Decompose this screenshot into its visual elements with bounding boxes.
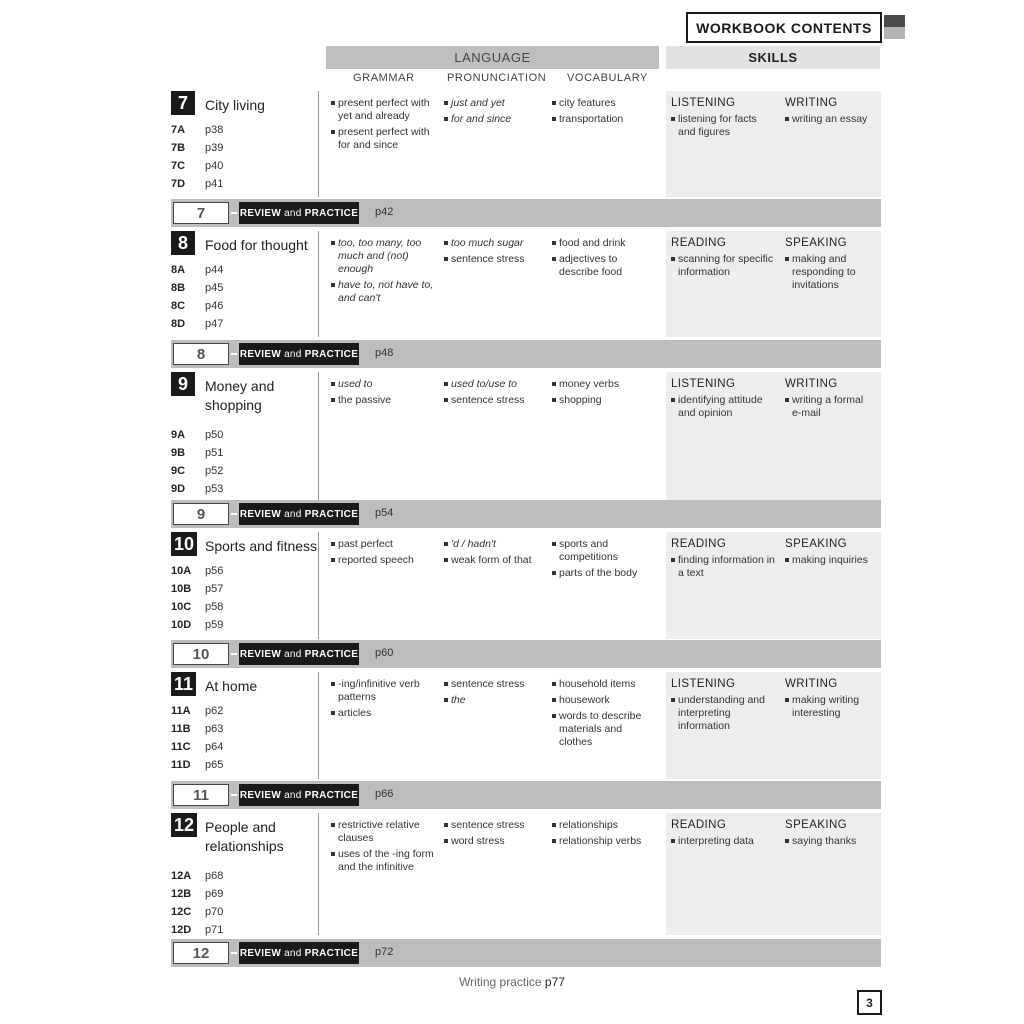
pronunciation-item: used to/use to — [444, 378, 544, 391]
skill-title: WRITING — [785, 378, 838, 390]
vocabulary-list — [552, 378, 658, 407]
lesson-link[interactable] — [171, 583, 223, 595]
review-word: REVIEW — [239, 207, 282, 219]
skill-list — [671, 694, 775, 733]
grammar-item: present perfect with for and since — [331, 126, 435, 152]
page-title: WORKBOOK CONTENTS — [686, 12, 882, 43]
lesson-page: p58 — [205, 601, 224, 613]
review-practice-row-12[interactable] — [171, 939, 881, 967]
review-unit-number: 12 — [173, 942, 229, 964]
lesson-page: p56 — [205, 565, 224, 577]
unit-number: 7 — [171, 91, 195, 115]
review-practice-row-10[interactable] — [171, 640, 881, 668]
lesson-page: p46 — [205, 300, 224, 312]
grammar-item: the passive — [331, 394, 435, 407]
lesson-code: 9C — [171, 465, 186, 477]
unit-info — [171, 231, 319, 337]
lesson-page: p70 — [205, 906, 224, 918]
skill-title: READING — [671, 819, 727, 831]
vocabulary-item: relationships — [552, 819, 658, 832]
lesson-code: 8A — [171, 264, 186, 276]
lesson-link[interactable] — [171, 906, 223, 918]
lesson-link[interactable] — [171, 142, 223, 154]
skill-column — [671, 678, 775, 736]
pronunciation-column — [444, 97, 544, 129]
lesson-code: 11A — [171, 705, 191, 717]
review-dash — [231, 653, 237, 655]
header-tab-dark — [884, 15, 905, 27]
skill-column — [671, 237, 775, 282]
skill-item: making inquiries — [785, 554, 875, 567]
vocabulary-item: transportation — [552, 113, 658, 126]
lesson-link[interactable] — [171, 447, 223, 459]
skill-list — [671, 253, 775, 279]
skill-title: WRITING — [785, 678, 838, 690]
skill-item: understanding and interpreting information — [671, 694, 775, 733]
unit-info — [171, 813, 319, 935]
vocabulary-item: sports and competitions — [552, 538, 658, 564]
lesson-link[interactable] — [171, 565, 223, 577]
practice-word: PRACTICE — [304, 207, 359, 219]
lesson-link[interactable] — [171, 759, 223, 771]
review-unit-number: 10 — [173, 643, 229, 665]
review-practice-row-9[interactable] — [171, 500, 881, 528]
lesson-link[interactable] — [171, 264, 223, 276]
practice-word: PRACTICE — [304, 648, 359, 660]
vocabulary-list — [552, 678, 658, 749]
vocabulary-item: household items — [552, 678, 658, 691]
pronunciation-item: word stress — [444, 835, 544, 848]
grammar-list — [331, 819, 435, 874]
practice-word: PRACTICE — [304, 508, 359, 520]
grammar-list — [331, 378, 435, 407]
and-word: and — [284, 648, 302, 660]
grammar-item: uses of the -ing form and the infinitive — [331, 848, 435, 874]
review-page: p60 — [375, 647, 394, 659]
lesson-link[interactable] — [171, 160, 223, 172]
vocabulary-item: shopping — [552, 394, 658, 407]
skill-column — [785, 237, 875, 295]
pronunciation-list — [444, 678, 544, 707]
lesson-code: 9D — [171, 483, 186, 495]
and-word: and — [284, 789, 302, 801]
skill-item: interpreting data — [671, 835, 775, 848]
vocabulary-column — [552, 538, 658, 583]
and-word: and — [284, 207, 302, 219]
vocabulary-column — [552, 237, 658, 282]
review-unit-number: 7 — [173, 202, 229, 224]
skill-title: LISTENING — [671, 97, 736, 109]
unit-title: At home — [205, 678, 258, 694]
pronunciation-list — [444, 97, 544, 126]
lesson-code: 12B — [171, 888, 192, 900]
lesson-code: 8C — [171, 300, 186, 312]
lesson-code: 10D — [171, 619, 192, 631]
review-dash — [231, 513, 237, 515]
lesson-link[interactable] — [171, 124, 223, 136]
lesson-page: p68 — [205, 870, 224, 882]
skill-title: SPEAKING — [785, 237, 847, 249]
unit-row-8 — [171, 231, 881, 337]
skill-list — [785, 694, 875, 720]
vocabulary-list — [552, 97, 658, 126]
lesson-code: 7A — [171, 124, 186, 136]
lesson-page: p47 — [205, 318, 224, 330]
review-dash — [231, 794, 237, 796]
skills-band: SKILLS — [666, 46, 880, 69]
grammar-header: GRAMMAR — [353, 72, 415, 84]
skill-list — [671, 394, 775, 420]
skill-list — [785, 253, 875, 292]
lesson-page: p50 — [205, 429, 224, 441]
lesson-page: p71 — [205, 924, 224, 936]
pronunciation-list — [444, 378, 544, 407]
lesson-code: 12A — [171, 870, 192, 882]
grammar-item: -ing/infinitive verb patterns — [331, 678, 435, 704]
grammar-column — [331, 819, 435, 877]
lesson-link[interactable] — [171, 723, 223, 735]
lesson-page: p65 — [205, 759, 224, 771]
skill-title: WRITING — [785, 97, 838, 109]
skill-column — [785, 378, 875, 423]
lesson-code: 7C — [171, 160, 186, 172]
review-practice-row-8[interactable] — [171, 340, 881, 368]
vocabulary-item: words to describe materials and clothes — [552, 710, 658, 749]
skill-list — [785, 554, 875, 567]
pronunciation-item: sentence stress — [444, 394, 544, 407]
vocabulary-list — [552, 538, 658, 580]
lesson-code: 10A — [171, 565, 192, 577]
skill-column — [671, 97, 775, 142]
lesson-page: p64 — [205, 741, 224, 753]
pronunciation-list — [444, 237, 544, 266]
unit-row-10 — [171, 532, 881, 639]
lesson-page: p51 — [205, 447, 224, 459]
skill-item: making writing interesting — [785, 694, 875, 720]
lesson-code: 8D — [171, 318, 186, 330]
pronunciation-column — [444, 378, 544, 410]
skill-column — [785, 819, 875, 851]
lesson-page: p59 — [205, 619, 224, 631]
skill-column — [671, 378, 775, 423]
grammar-column — [331, 237, 435, 308]
review-practice-label — [239, 643, 359, 665]
lesson-page: p62 — [205, 705, 224, 717]
unit-row-9 — [171, 372, 881, 500]
lesson-page: p63 — [205, 723, 224, 735]
lesson-page: p52 — [205, 465, 224, 477]
review-practice-label — [239, 942, 359, 964]
review-page: p42 — [375, 206, 394, 218]
pronunciation-item: just and yet — [444, 97, 544, 110]
vocabulary-item: city features — [552, 97, 658, 110]
lesson-page: p41 — [205, 178, 224, 190]
lesson-page: p53 — [205, 483, 224, 495]
vocabulary-column — [552, 678, 658, 752]
unit-info — [171, 532, 319, 639]
lesson-link[interactable] — [171, 465, 223, 477]
review-page: p72 — [375, 946, 394, 958]
review-word: REVIEW — [239, 648, 282, 660]
lesson-link[interactable] — [171, 741, 223, 753]
lesson-code: 7B — [171, 142, 186, 154]
unit-row-12 — [171, 813, 881, 935]
skill-list — [785, 113, 875, 126]
skill-item: identifying attitude and opinion — [671, 394, 775, 420]
grammar-item: too, too many, too much and (not) enough — [331, 237, 435, 276]
and-word: and — [284, 508, 302, 520]
grammar-list — [331, 678, 435, 720]
vocabulary-item: adjectives to describe food — [552, 253, 658, 279]
pronunciation-column — [444, 819, 544, 851]
pronunciation-item: the — [444, 694, 544, 707]
vocabulary-item: relationship verbs — [552, 835, 658, 848]
vocabulary-column — [552, 819, 658, 851]
grammar-column — [331, 678, 435, 723]
footer-page: p77 — [544, 975, 565, 989]
pronunciation-item: sentence stress — [444, 253, 544, 266]
skill-list — [671, 554, 775, 580]
unit-row-7 — [171, 91, 881, 197]
skill-item: writing a formal e-mail — [785, 394, 875, 420]
grammar-list — [331, 237, 435, 305]
grammar-list — [331, 538, 435, 567]
lesson-page: p40 — [205, 160, 224, 172]
skill-column — [785, 678, 875, 723]
skill-column — [785, 97, 875, 129]
skill-title: LISTENING — [671, 378, 736, 390]
review-unit-number: 11 — [173, 784, 229, 806]
pronunciation-item: sentence stress — [444, 678, 544, 691]
unit-info — [171, 672, 319, 779]
lesson-code: 11C — [171, 741, 191, 753]
vocabulary-item: food and drink — [552, 237, 658, 250]
grammar-item: have to, not have to, and can't — [331, 279, 435, 305]
and-word: and — [284, 348, 302, 360]
lesson-page: p69 — [205, 888, 224, 900]
lesson-page: p39 — [205, 142, 224, 154]
unit-number: 8 — [171, 231, 195, 255]
review-practice-label — [239, 343, 359, 365]
skill-item: writing an essay — [785, 113, 875, 126]
grammar-list — [331, 97, 435, 152]
lesson-link[interactable] — [171, 705, 223, 717]
pronunciation-column — [444, 538, 544, 570]
lesson-code: 10C — [171, 601, 192, 613]
vocabulary-column — [552, 378, 658, 410]
lesson-code: 9A — [171, 429, 186, 441]
vocabulary-header: VOCABULARY — [567, 72, 648, 84]
vocabulary-list — [552, 819, 658, 848]
practice-word: PRACTICE — [304, 789, 359, 801]
skill-column — [785, 538, 875, 570]
lesson-page: p38 — [205, 124, 224, 136]
page-number: 3 — [857, 990, 882, 1015]
vocabulary-list — [552, 237, 658, 279]
skill-title: SPEAKING — [785, 538, 847, 550]
grammar-item: present perfect with yet and already — [331, 97, 435, 123]
skill-list — [785, 394, 875, 420]
grammar-item: restrictive relative clauses — [331, 819, 435, 845]
skill-title: READING — [671, 538, 727, 550]
review-word: REVIEW — [239, 508, 282, 520]
lesson-code: 11B — [171, 723, 191, 735]
practice-word: PRACTICE — [304, 947, 359, 959]
review-dash — [231, 353, 237, 355]
pronunciation-column — [444, 237, 544, 269]
lesson-code: 10B — [171, 583, 192, 595]
language-band: LANGUAGE — [326, 46, 659, 69]
lesson-link[interactable] — [171, 300, 223, 312]
review-page: p48 — [375, 347, 394, 359]
lesson-code: 8B — [171, 282, 186, 294]
lesson-link[interactable] — [171, 888, 223, 900]
skill-title: LISTENING — [671, 678, 736, 690]
review-page: p66 — [375, 788, 394, 800]
lesson-code: 9B — [171, 447, 186, 459]
lesson-link[interactable] — [171, 619, 223, 631]
pronunciation-item: weak form of that — [444, 554, 544, 567]
lesson-page: p45 — [205, 282, 224, 294]
skill-item: scanning for specific information — [671, 253, 775, 279]
lesson-link[interactable] — [171, 429, 223, 441]
vocabulary-item: parts of the body — [552, 567, 658, 580]
review-word: REVIEW — [239, 348, 282, 360]
lesson-code: 12D — [171, 924, 192, 936]
unit-title: City living — [205, 97, 265, 113]
unit-info — [171, 91, 319, 197]
grammar-column — [331, 538, 435, 570]
skill-list — [785, 835, 875, 848]
review-practice-label — [239, 202, 359, 224]
grammar-column — [331, 378, 435, 410]
review-unit-number: 9 — [173, 503, 229, 525]
unit-number: 10 — [171, 532, 197, 556]
unit-info — [171, 372, 319, 500]
lesson-link[interactable] — [171, 601, 223, 613]
pronunciation-item: too much sugar — [444, 237, 544, 250]
unit-title: Sports and fitness — [205, 538, 318, 554]
lesson-link[interactable] — [171, 870, 223, 882]
skill-column — [671, 819, 775, 851]
pronunciation-item: for and since — [444, 113, 544, 126]
grammar-item: past perfect — [331, 538, 435, 551]
unit-title: People and relationships — [205, 819, 284, 854]
unit-number: 11 — [171, 672, 196, 696]
and-word: and — [284, 947, 302, 959]
lesson-code: 12C — [171, 906, 192, 918]
lesson-code: 7D — [171, 178, 186, 190]
review-practice-row-7[interactable] — [171, 199, 881, 227]
pronunciation-header: PRONUNCIATION — [447, 72, 547, 84]
pronunciation-item: sentence stress — [444, 819, 544, 832]
review-practice-row-11[interactable] — [171, 781, 881, 809]
vocabulary-item: housework — [552, 694, 658, 707]
grammar-column — [331, 97, 435, 155]
lesson-link[interactable] — [171, 318, 223, 330]
lesson-page: p57 — [205, 583, 224, 595]
vocabulary-item: money verbs — [552, 378, 658, 391]
vocabulary-column — [552, 97, 658, 129]
header-tab-light — [884, 27, 905, 39]
grammar-item: reported speech — [331, 554, 435, 567]
skill-title: SPEAKING — [785, 819, 847, 831]
review-page: p54 — [375, 507, 394, 519]
footer-label: Writing practice — [459, 975, 542, 989]
unit-number: 9 — [171, 372, 195, 396]
review-dash — [231, 212, 237, 214]
lesson-link[interactable] — [171, 483, 223, 495]
lesson-page: p44 — [205, 264, 224, 276]
review-practice-label — [239, 503, 359, 525]
skill-item: making and responding to invitations — [785, 253, 875, 292]
lesson-link[interactable] — [171, 178, 223, 190]
skill-title: READING — [671, 237, 727, 249]
review-dash — [231, 952, 237, 954]
pronunciation-list — [444, 819, 544, 848]
unit-title: Money and shopping — [205, 378, 275, 413]
skill-column — [671, 538, 775, 583]
unit-number: 12 — [171, 813, 197, 837]
lesson-code: 11D — [171, 759, 191, 771]
pronunciation-item: 'd / hadn't — [444, 538, 544, 551]
skill-item: finding information in a text — [671, 554, 775, 580]
review-unit-number: 8 — [173, 343, 229, 365]
pronunciation-list — [444, 538, 544, 567]
lesson-link[interactable] — [171, 924, 223, 936]
skill-item: listening for facts and figures — [671, 113, 775, 139]
grammar-item: used to — [331, 378, 435, 391]
skill-item: saying thanks — [785, 835, 875, 848]
unit-row-11 — [171, 672, 881, 779]
review-word: REVIEW — [239, 947, 282, 959]
pronunciation-column — [444, 678, 544, 710]
skill-list — [671, 835, 775, 848]
unit-title: Food for thought — [205, 237, 308, 253]
footer — [0, 975, 1024, 989]
review-word: REVIEW — [239, 789, 282, 801]
review-practice-label — [239, 784, 359, 806]
skill-list — [671, 113, 775, 139]
lesson-link[interactable] — [171, 282, 223, 294]
practice-word: PRACTICE — [304, 348, 359, 360]
grammar-item: articles — [331, 707, 435, 720]
